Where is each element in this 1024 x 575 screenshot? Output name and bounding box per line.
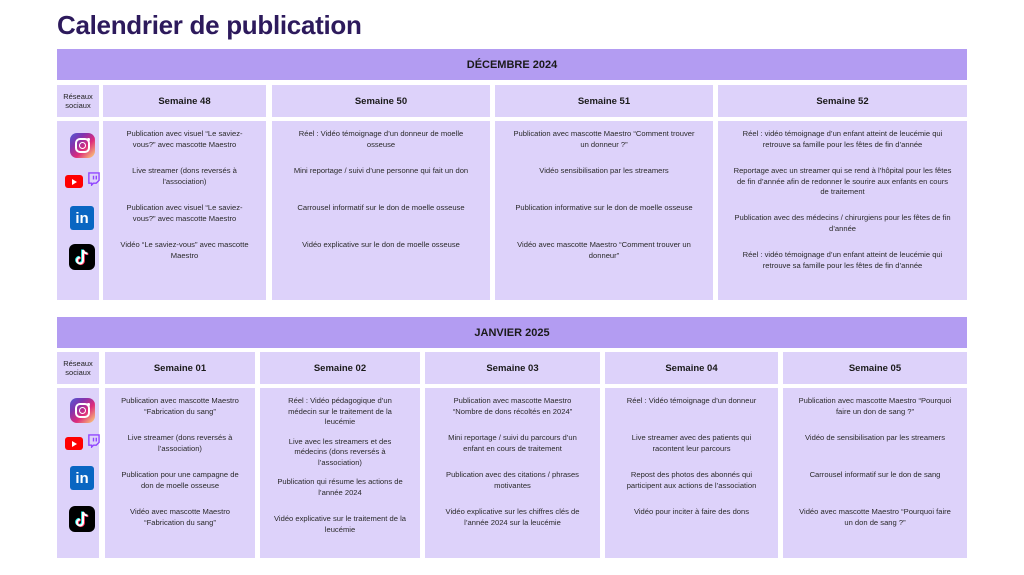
publication-item: Publication qui résume les actions de l’année 2024 [277,477,403,497]
week-header: Semaine 51 [495,85,713,117]
week-content [272,121,490,300]
linkedin-icon: in [70,466,94,490]
publication-item: Publication informative sur le don de moelle osseuse [515,203,693,212]
publication-item: Publication avec mascotte Maestro “Nombre de dons récoltés en 2024” [452,396,573,416]
youtube-twitch-icons [65,434,100,453]
instagram-icon [70,133,95,158]
publication-item: Réel : Vidéo pédagogique d’un médecin sur le traitement de la leucémie [288,396,392,426]
social-networks-label: Réseaux sociaux [57,352,99,384]
publication-item: Vidéo avec mascotte Maestro “Comment trouver un donneur” [517,240,691,260]
publication-item: Publication pour une campagne de don de moelle osseuse [121,470,239,490]
social-icons-column [57,121,99,300]
week-header: Semaine 01 [105,352,255,384]
publication-item: Vidéo sensibilisation par les streamers [539,166,669,175]
publication-item: Vidéo explicative sur le traitement de la leucémie [274,514,406,534]
publication-item: Carrousel informatif sur le don de sang [809,470,941,479]
tiktok-icon [69,244,95,270]
month-header: DÉCEMBRE 2024 [57,49,967,80]
publication-item: Réel : Vidéo témoignage d’un donneur [626,396,757,405]
publication-item: Vidéo explicative sur le don de moelle osseuse [302,240,460,249]
month-header: JANVIER 2025 [57,317,967,348]
publication-item: Publication avec mascotte Maestro “Fabrication du sang” [121,396,239,416]
publication-item: Publication avec mascotte Maestro “Pourquoi faire un don de sang ?” [798,396,952,416]
page-title: Calendrier de publication [57,10,362,40]
publication-item: Publication avec des médecins / chirurgiens pour les fêtes de fin d’année [734,213,951,233]
week-content [718,121,967,300]
publication-item: Réel : vidéo témoignage d’un enfant atteint de leucémie qui retrouve sa famille pour les fêtes de fin d’année [742,129,943,149]
linkedin-icon: in [70,206,94,230]
social-networks-label: Réseaux sociaux [57,85,99,117]
youtube-icon [65,437,83,450]
publication-item: Réel : vidéo témoignage d’un enfant atteint de leucémie qui retrouve sa famille pour les fêtes de fin d’année [742,250,943,270]
week-content [425,388,600,558]
publication-item: Publication avec visuel “Le saviez-vous?” avec mascotte Maestro [126,203,243,223]
publication-item: Réel : Vidéo témoignage d’un donneur de moelle osseuse [298,129,464,149]
publication-item: Publication avec mascotte Maestro “Comment trouver un donneur ?” [513,129,695,149]
twitch-icon [87,434,100,453]
week-content [495,121,713,300]
week-header: Semaine 50 [272,85,490,117]
publication-item: Vidéo avec mascotte Maestro “Pourquoi faire un don de sang ?” [799,507,951,527]
publication-item: Live streamer avec des patients qui racontent leur parcours [631,433,752,453]
publication-item: Mini reportage / suivi du parcours d’un enfant en cours de traitement [448,433,577,453]
youtube-icon [65,175,83,188]
week-header: Semaine 03 [425,352,600,384]
week-content [103,121,266,300]
publication-item: Live streamer (dons reversés à l’association) [132,166,237,186]
publication-item: Publication avec visuel “Le saviez-vous?” avec mascotte Maestro [126,129,243,149]
week-content [605,388,778,558]
publication-item: Repost des photos des abonnés qui participent aux actions de l’association [626,470,757,490]
publication-item: Vidéo pour inciter à faire des dons [633,507,750,516]
publication-item: Reportage avec un streamer qui se rend à l’hôpital pour les fêtes de fin d’année afin de redonner le sourire aux enfants en cours de traitement [733,166,952,196]
publication-item: Vidéo “Le saviez-vous” avec mascotte Maestro [120,240,249,260]
publication-item: Live streamer (dons reversés à l’association) [127,433,233,453]
twitch-icon [87,172,100,191]
instagram-icon [70,398,95,423]
youtube-twitch-icons [65,172,100,191]
publication-item: Mini reportage / suivi d’une personne qui fait un don [293,166,469,175]
week-header: Semaine 04 [605,352,778,384]
publication-item: Vidéo explicative sur les chiffres clés de l’année 2024 sur la leucémie [445,507,580,527]
week-content [260,388,420,558]
publication-item: Carrousel informatif sur le don de moelle osseuse [297,203,465,212]
publication-item: Vidéo avec mascotte Maestro “Fabrication du sang” [130,507,230,527]
week-content [105,388,255,558]
week-header: Semaine 05 [783,352,967,384]
tiktok-icon [69,506,95,532]
social-icons-column [57,388,99,558]
week-header: Semaine 02 [260,352,420,384]
week-content [783,388,967,558]
publication-item: Vidéo de sensibilisation par les streamers [805,433,945,442]
week-header: Semaine 48 [103,85,266,117]
week-header: Semaine 52 [718,85,967,117]
publication-item: Publication avec des citations / phrases motivantes [446,470,579,490]
publication-item: Live avec les streamers et des médecins (dons reversés à l’association) [288,436,392,467]
